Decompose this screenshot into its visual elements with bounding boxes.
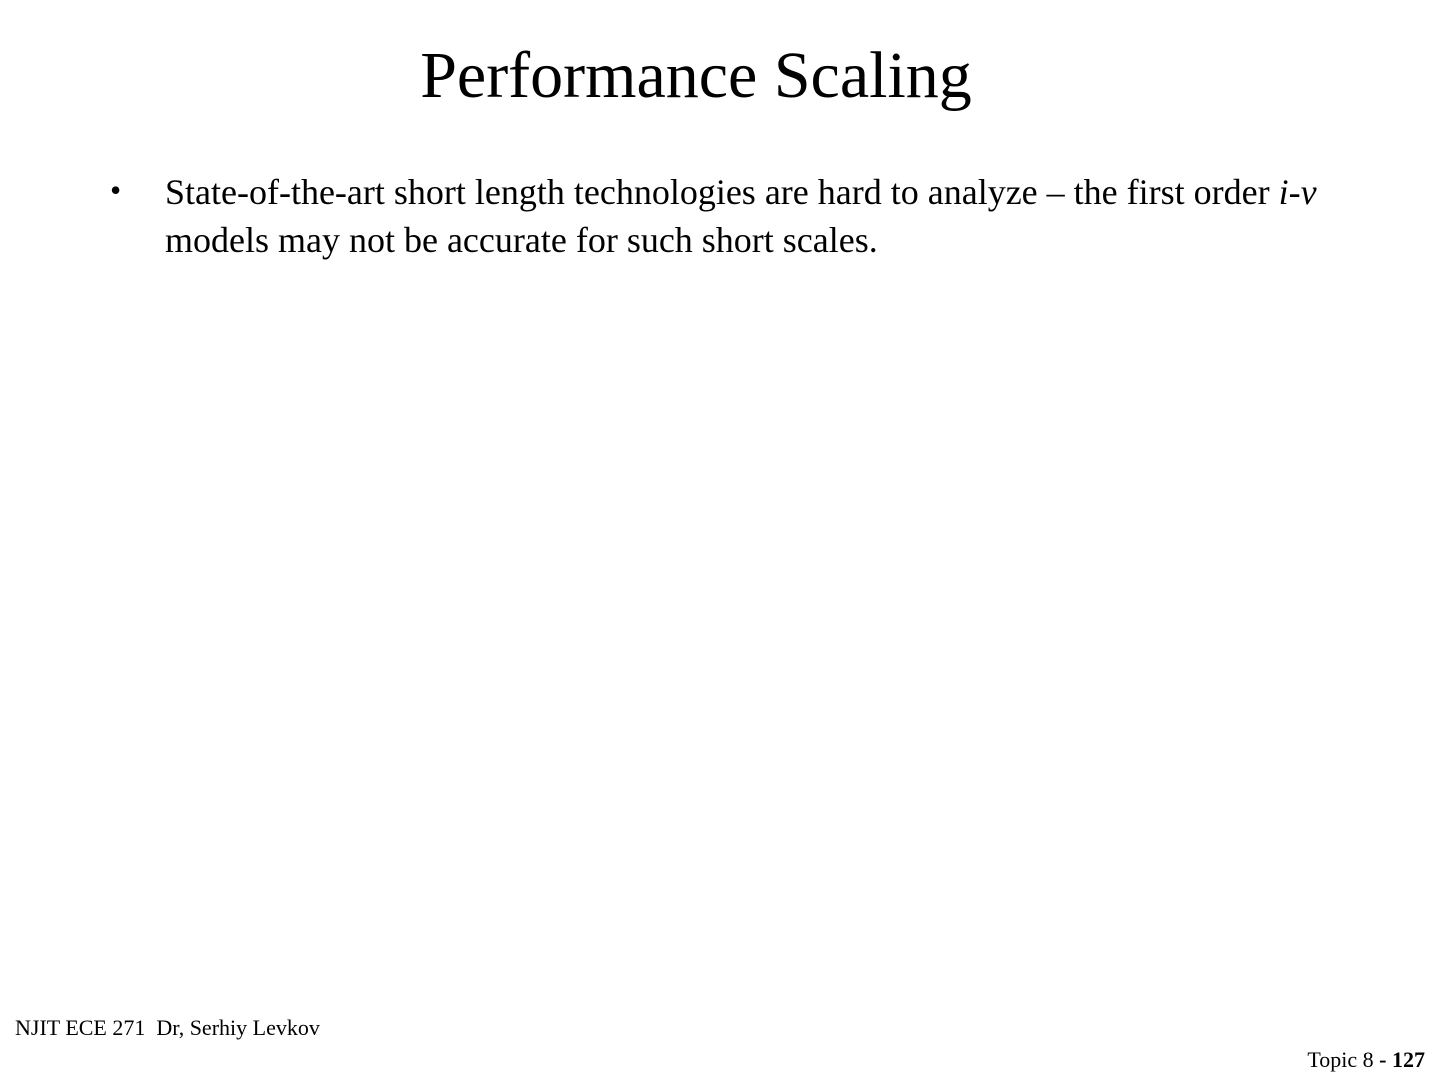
slide-title: Performance Scaling xyxy=(420,39,972,112)
footer-page-info xyxy=(1307,1046,1425,1074)
bullet-list xyxy=(108,168,1338,264)
footer-page-number: 127 xyxy=(1392,1047,1425,1072)
bullet-marker: • xyxy=(110,172,122,208)
bullet-item xyxy=(108,168,1338,264)
footer-course-info: NJIT ECE 271 Dr, Serhiy Levkov xyxy=(15,1015,320,1040)
iv-dash: - xyxy=(1288,172,1301,212)
footer-separator: - xyxy=(1373,1047,1392,1072)
bullet-text-start: State-of-the-art short length technologies are hard to analyze – the first order xyxy=(165,172,1279,212)
italic-v: v xyxy=(1300,172,1317,212)
italic-i: i xyxy=(1278,172,1289,212)
bullet-text-end: models may not be accurate for such short scales. xyxy=(165,220,878,260)
footer-topic-label: Topic 8 xyxy=(1307,1047,1374,1072)
